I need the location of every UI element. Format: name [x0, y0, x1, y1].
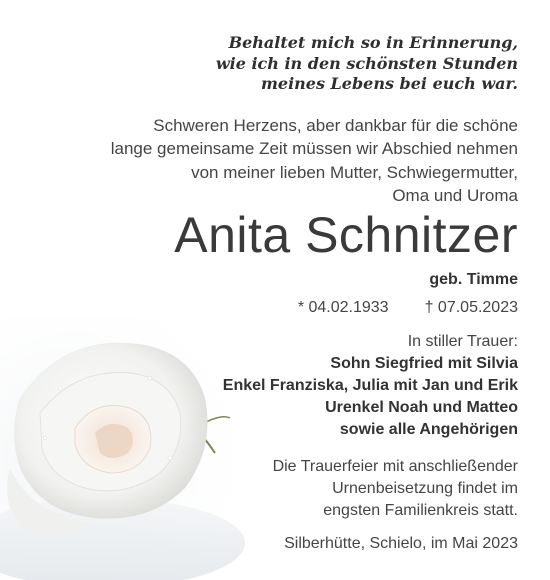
funeral-line: Die Trauerfeier mit anschließender	[272, 458, 518, 475]
death-date: † 07.05.2023	[424, 299, 518, 316]
motto-line: meines Lebens bei euch war.	[260, 74, 518, 93]
funeral-info	[273, 456, 518, 522]
deceased-name: Anita Schnitzer	[174, 207, 518, 263]
funeral-line: engsten Familienkreis statt.	[323, 502, 518, 519]
motto-line: Behaltet mich so in Erinnerung,	[228, 33, 518, 52]
motto-line: wie ich in den schönsten Stunden	[215, 53, 518, 73]
intro-line: lange gemeinsame Zeit müssen wir Abschied nehmen	[110, 139, 518, 159]
funeral-line: Urnenbeisetzung findet im	[332, 480, 518, 497]
mourners-list	[223, 353, 518, 441]
mourner-line: Urenkel Noah und Matteo	[325, 399, 518, 416]
white-rose-image	[0, 318, 250, 580]
intro-line: von meiner lieben Mutter, Schwiegermutter,	[191, 162, 518, 182]
birth-date: * 04.02.1933	[297, 299, 389, 316]
mourners-label: In stiller Trauer:	[407, 333, 518, 350]
intro-line: Oma und Uroma	[392, 185, 518, 205]
mourner-line: Sohn Siegfried mit Silvia	[330, 355, 518, 372]
mourner-line: Enkel Franziska, Julia mit Jan und Erik	[222, 377, 518, 394]
maiden-name: geb. Timme	[429, 271, 518, 288]
intro-line: Schweren Herzens, aber dankbar für die schöne	[153, 116, 518, 135]
motto-quote	[216, 33, 518, 95]
intro-text	[111, 114, 518, 207]
life-dates	[298, 297, 518, 319]
mourner-line: sowie alle Angehörigen	[339, 421, 518, 438]
place-and-date: Silberhütte, Schielo, im Mai 2023	[284, 535, 518, 552]
